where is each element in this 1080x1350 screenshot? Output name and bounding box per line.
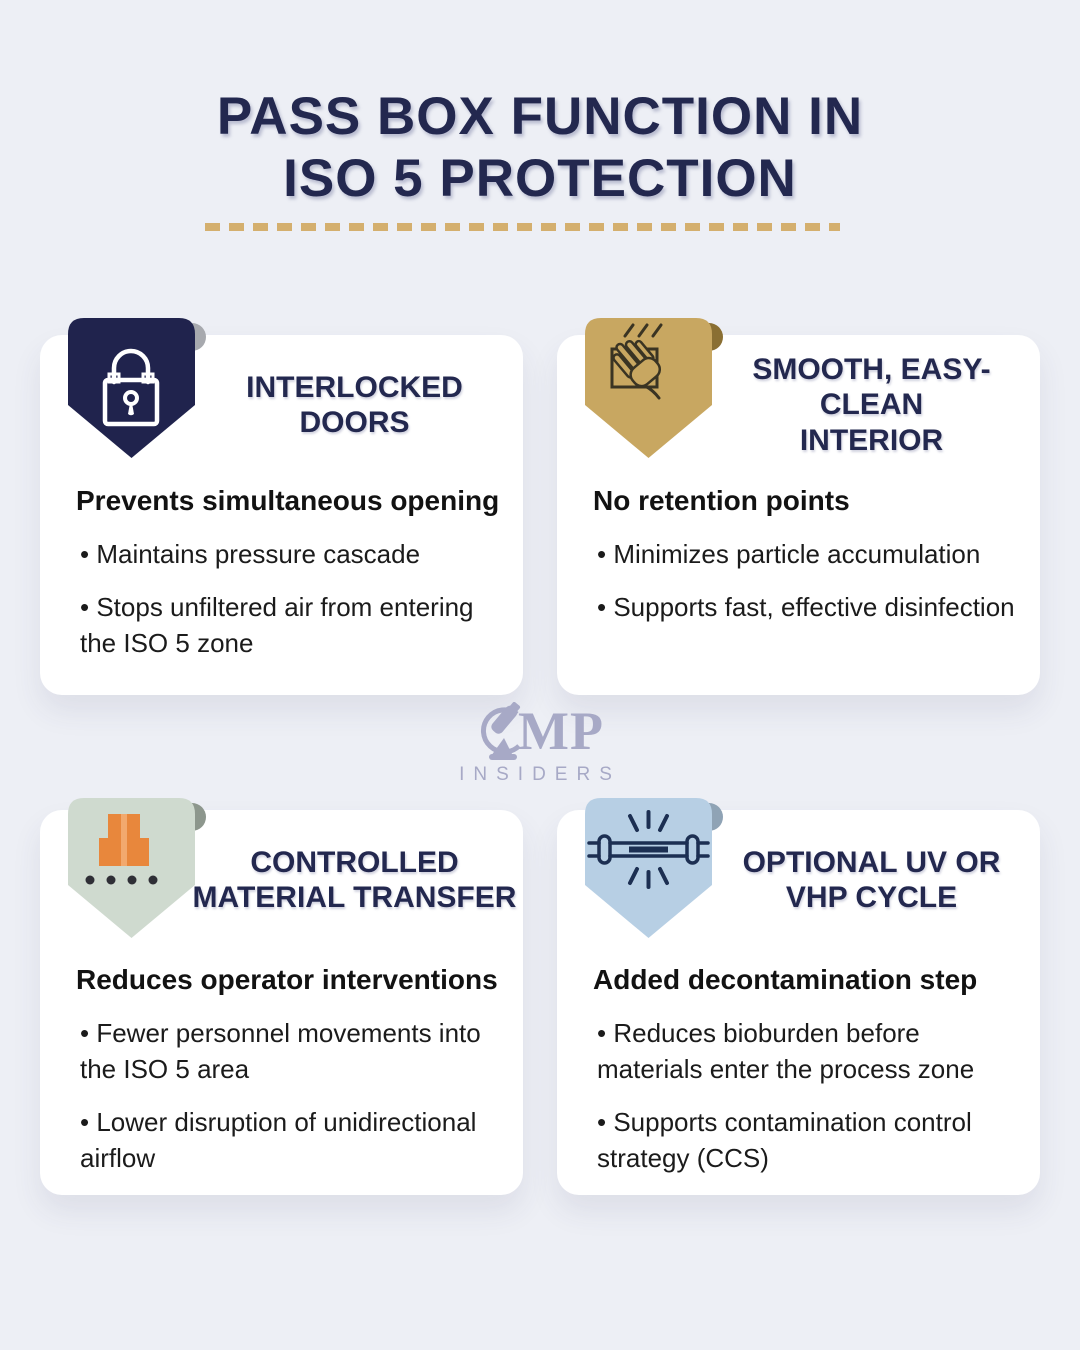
card-subtitle: Added decontamination step (593, 964, 978, 995)
card-easy-clean-interior (557, 335, 1040, 695)
bullet-item: • Supports fast, effective disinfection (597, 590, 1018, 626)
card-interlocked-doors (40, 335, 523, 695)
bullet-item: • Lower disruption of unidirectional airflow (80, 1105, 501, 1177)
card-controlled-material-transfer (40, 810, 523, 1195)
card-subtitle: No retention points (593, 485, 850, 516)
bullet-item: • Supports contamination control strategy (CCS) (597, 1105, 1018, 1177)
brand-word-mp: MP (518, 701, 604, 761)
brand-watermark (0, 702, 1080, 786)
card-body (76, 964, 501, 1194)
bullet-item: • Minimizes particle accumulation (597, 537, 1018, 573)
page-title-line1: PASS BOX FUNCTION IN (216, 87, 864, 146)
bullet-item: • Reduces bioburden before materials enter the process zone (597, 1016, 1018, 1088)
card-body (593, 485, 1018, 643)
card-subtitle: Prevents simultaneous opening (76, 485, 500, 516)
page-title (0, 86, 1080, 210)
card-heading (709, 351, 1034, 459)
bullet-item: • Fewer personnel movements into the ISO 5 area (80, 1016, 501, 1088)
brand-word-insiders: INSIDERS (459, 764, 621, 785)
card-heading-line1: OPTIONAL UV OR (742, 845, 1001, 879)
page-title-line2: ISO 5 PROTECTION (283, 149, 797, 208)
card-heading-line1: CONTROLLED (250, 845, 459, 879)
card-body (593, 964, 1018, 1194)
bullet-item: • Stops unfiltered air from entering the ISO 5 zone (80, 590, 501, 662)
card-heading (709, 826, 1034, 934)
title-dashed-underline (205, 223, 840, 231)
card-body (76, 485, 501, 679)
card-heading-line2: INTERIOR (799, 423, 944, 457)
card-heading (192, 351, 517, 459)
brand-logo (476, 702, 604, 760)
card-heading-line2: VHP CYCLE (785, 881, 958, 914)
card-heading-line1: SMOOTH, EASY-CLEAN (752, 352, 991, 422)
card-heading-line1: INTERLOCKED DOORS (246, 370, 463, 439)
card-subtitle: Reduces operator interventions (76, 964, 498, 995)
bullet-item: • Maintains pressure cascade (80, 537, 501, 573)
card-heading (192, 826, 517, 934)
card-uv-vhp-cycle (557, 810, 1040, 1195)
card-heading-line2: MATERIAL TRANSFER (192, 881, 517, 914)
